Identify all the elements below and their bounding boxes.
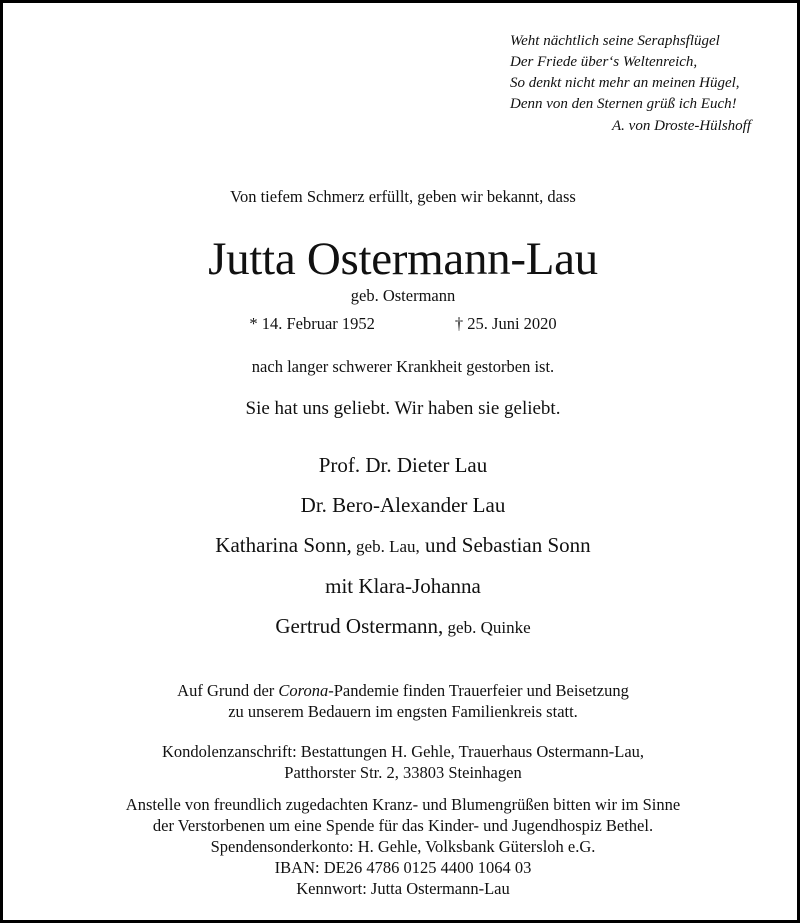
text-fragment: Auf Grund der: [177, 681, 279, 700]
mourner-name: und Sebastian Sonn: [419, 533, 591, 557]
mourner-name: Prof. Dr. Dieter Lau: [318, 453, 488, 477]
birth-date: * 14. Februar 1952: [249, 314, 375, 333]
love-statement: Sie hat uns geliebt. Wir haben sie geliebt.: [245, 398, 561, 419]
deceased-birth-name: geb. Ostermann: [350, 286, 456, 305]
poem-author: A. von Droste-Hülshoff: [612, 118, 752, 134]
mourner-birth-name: geb. Lau,: [351, 537, 420, 556]
life-dates: [3, 314, 800, 334]
poem: [510, 31, 790, 137]
donation-line: Spendensonderkonto: H. Gehle, Volksbank Gütersloh e.G.: [210, 837, 596, 856]
funeral-notice: [3, 680, 800, 722]
donation-line: Anstelle von freundlich zugedachten Kranz- und Blumengrüßen bitten wir im Sinne: [125, 795, 681, 814]
donation-request: [3, 794, 800, 899]
condolence-line: Kondolenzanschrift: Bestattungen H. Gehle, Trauerhaus Ostermann-Lau,: [161, 742, 645, 761]
condolence-address: [3, 741, 800, 783]
mourner-line: [3, 533, 800, 558]
funeral-notice-line: [3, 680, 800, 701]
mourner-birth-name: geb. Quinke: [443, 618, 531, 637]
announcement-intro: Von tiefem Schmerz erfüllt, geben wir bekannt, dass: [230, 187, 576, 206]
donation-line: der Verstorbenen um eine Spende für das Kinder- und Jugendhospiz Bethel.: [152, 816, 654, 835]
donation-line: Kennwort: Jutta Ostermann-Lau: [296, 879, 510, 898]
poem-line: So denkt nicht mehr an meinen Hügel,: [510, 75, 740, 91]
mourner-name: Katharina Sonn,: [215, 533, 352, 557]
poem-line: Denn von den Sternen grüß ich Euch!: [510, 96, 737, 112]
mourner-name: Dr. Bero-Alexander Lau: [300, 493, 506, 517]
donation-line: IBAN: DE26 4786 0125 4400 1064 03: [274, 858, 532, 877]
poem-line: Der Friede über‘s Weltenreich,: [510, 54, 698, 70]
death-statement: nach langer schwerer Krankheit gestorben ist.: [251, 357, 555, 376]
death-date: † 25. Juni 2020: [454, 314, 557, 333]
deceased-name: Jutta Ostermann-Lau: [208, 233, 598, 285]
mourner-line: [3, 614, 800, 639]
funeral-notice-line: zu unserem Bedauern im engsten Familienkreis statt.: [228, 702, 578, 721]
mourner-name: Gertrud Ostermann,: [275, 614, 444, 638]
text-fragment-italic: Corona: [278, 681, 329, 700]
poem-line: Weht nächtlich seine Seraphsflügel: [510, 33, 720, 49]
text-fragment: -Pandemie finden Trauerfeier und Beisetzung: [328, 681, 629, 700]
condolence-line: Patthorster Str. 2, 33803 Steinhagen: [284, 763, 522, 782]
mourner-name: mit Klara-Johanna: [325, 574, 481, 598]
